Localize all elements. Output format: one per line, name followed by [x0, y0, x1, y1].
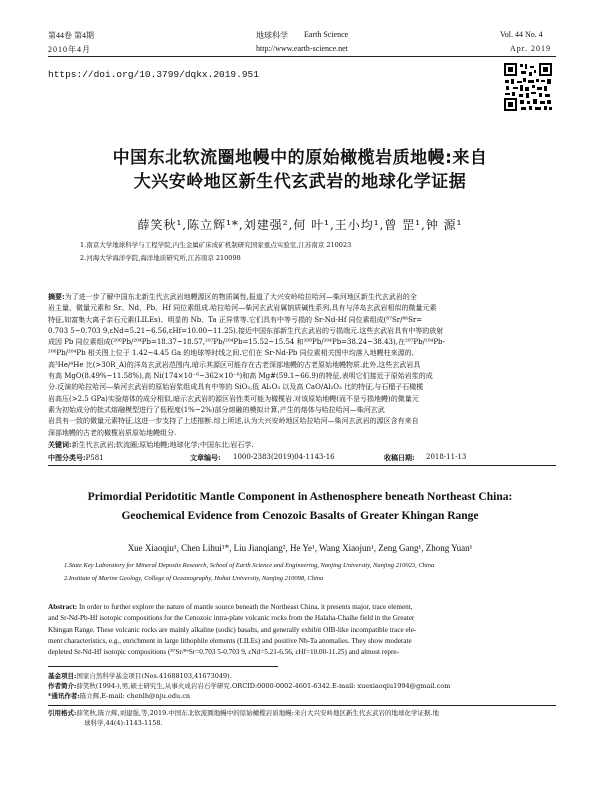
header-journal-cn: 地球科学: [256, 31, 288, 40]
header-vol-issue-en: Vol. 44 No. 4: [500, 30, 543, 39]
abstract-cn-label: 摘要:: [48, 292, 65, 301]
abstract-en-line: In order to further explore the nature of mantle source beneath the Northeast China, it presents major, trace element,: [78, 603, 413, 611]
abstract-cn-line: 特征,如富集大离子亲石元素(LILEs)、明显的 Nb、Ta 正异常等.它们具有中等亏损的 Sr-Nd-Hf 同位素组成(⁸⁷Sr/⁸⁶Sr=: [48, 315, 423, 324]
article-code-value: 1000-2383(2019)04-1143-16: [233, 453, 335, 461]
abstract-cn-line: 有高 MgO(8.49%~11.58%),高 Ni(174×10⁻⁶~362×10⁻⁶)和高 Mg#(59.1~66.9)的特征,表明它们接近于原始岩浆的成: [48, 372, 433, 381]
section-rule: [48, 465, 556, 466]
header-date-cn: 2010年4月: [48, 45, 91, 54]
abstract-cn: [48, 291, 556, 451]
abstract-cn-line: 0.703 5~0.703 9,εNd=5.21~6.56,εHf=10.00~11.25).接近中国东部新生代玄武岩的亏损端元.这些玄武岩具有中等的放射: [48, 326, 444, 335]
citation: [48, 708, 558, 728]
doi-link[interactable]: https://doi.org/10.3799/dqkx.2019.951: [48, 69, 259, 80]
affiliation-cn-1: 1.南京大学地球科学与工程学院,内生金属矿床成矿机制研究国家重点实验室,江苏南京 210023: [80, 241, 352, 249]
affiliation-cn-2: 2.河海大学海洋学院,海洋地质研究所,江苏南京 210098: [80, 254, 241, 262]
abstract-cn-line: 岩高压(>2.5 GPa)实验熔体的成分相似,暗示玄武岩的源区岩性类可能为橄榄岩.对该原始地幔(而不是亏损地幔)的微量元: [48, 394, 419, 403]
authors-cn: 薛笑秋¹,陈立辉¹*,刘建强²,何 叶¹,王小均¹,曾 罡¹,钟 源¹: [137, 218, 463, 232]
received-label: 收稿日期:: [384, 453, 415, 462]
keywords-cn-label: 关键词:: [48, 439, 72, 449]
abstract-cn-line: 高³He/⁴He 比(>30R_A)的洋岛玄武岩范围内,暗示其源区可能存在古老深部地幔的古老原始地幔物质.此外,这些玄武岩具: [48, 360, 421, 369]
classification-row: [48, 452, 556, 464]
abstract-cn-line: 深部地幔的古老的橄榄岩质原始地幔组分.: [48, 428, 177, 437]
abstract-en-label: Abstract:: [48, 603, 78, 611]
affiliation-en-1: 1.State Key Laboratory for Mineral Deposits Research, School of Earth Science and Engineering, Nanjing University, Nanjing 210023, China: [64, 562, 435, 569]
header-date-en: Apr. 2019: [510, 44, 551, 53]
abstract-cn-line: 岩主量、微量元素和 Sr、Nd、Pb、Hf 同位素组成.哈拉哈河—柴河玄武岩属钠质碱性系列,具有与洋岛玄武岩相似的微量元素: [48, 304, 437, 313]
citation-line2: 球科学,44(4):1143-1158.: [84, 719, 163, 727]
abstract-en: [48, 602, 556, 658]
abstract-en-line: Khingan Range. These volcanic rocks are mainly alkaline (sodic) basalts, and generally exhibit OIB-like incompatible trace ele-: [48, 625, 417, 634]
header-vol-issue-cn: 第44卷 第4期: [48, 31, 94, 40]
citation-rule: [48, 705, 556, 706]
abstract-cn-line: 岩具有一致的微量元素特征,这进一步支持了上述推断.综上所述,认为大兴安岭地区哈拉哈河—柴河玄武岩的源区含有来自: [48, 417, 419, 426]
fund-label: 基金项目:: [48, 672, 77, 680]
abstract-cn-line: 素为初始成分的批式熔融模型进行了低程度(1%~2%)部分熔融的模拟计算,产生的熔体与哈拉哈河—柴河玄武: [48, 405, 385, 414]
received-value: 2018-11-13: [426, 453, 467, 461]
abstract-en-line: depleted Sr-Nd-Hf isotopic compositions (⁸⁷Sr/⁸⁶Sr=0.703 5-0.703 9, εNd=5.21-6.56, εHf=10.00-11.25) and almost repre-: [48, 648, 399, 657]
affiliation-en-2: 2.Institute of Marine Geology, College of Oceanography, Hohai University, Nanjing 210098, China: [64, 575, 324, 582]
header-journal-en: Earth Science: [304, 30, 349, 39]
footnotes: [48, 671, 558, 701]
citation-label: 引用格式:: [48, 709, 77, 717]
corresponding-text: 陈立辉,E-mail: chenlh@nju.edu.cn: [79, 692, 191, 700]
abstract-cn-line: 分.反演的哈拉哈河—柴河玄武岩的原始岩浆组成具有中等的 SiO₂,低 Al₂O₃ 以及高 CaO/Al₂O₃ 比的特征,与石榴子石橄榄: [48, 383, 424, 392]
author-bio-label: 作者简介:: [48, 682, 77, 690]
title-cn-line1: 中国东北软流圈地幔中的原始橄榄岩质地幔:来自: [112, 148, 488, 168]
header-url[interactable]: http://www.earth-science.net: [256, 44, 348, 53]
corresponding-label: *通讯作者:: [48, 692, 80, 700]
title-en-line2: Geochemical Evidence from Cenozoic Basalts of Greater Khingan Range: [121, 510, 479, 522]
qr-code-icon: [503, 62, 553, 112]
authors-en: Xue Xiaoqiu¹, Chen Lihui¹*, Liu Jianqiang², He Ye¹, Wang Xiaojun¹, Zeng Gang¹, Zhong Yuan¹: [127, 543, 473, 553]
abstract-cn-line: 成因 Pb 同位素组成(²⁰⁶Pb/²⁰⁴Pb=18.37~18.57,²⁰⁷Pb/²⁰⁴Pb=15.52~15.54 和²⁰⁸Pb/²⁰⁴Pb=38.24~38.43),在²⁰⁷Pb/²⁰⁴Pb-: [48, 338, 445, 347]
citation-line1: 薛笑秋,陈立辉,刘建强,等,2019.中国东北软流圈地幔中的原始橄榄岩质地幔:来自大兴安岭地区新生代玄武岩的地球化学证据.地: [76, 709, 440, 717]
abstract-en-line: ment characteristics, e.g., enrichment in large lithophile elements (LILEs) and positive Nb-Ta anomalies. They show moderate: [48, 636, 412, 645]
keywords-cn: 新生代玄武岩;软流圈;原始地幔;地球化学;中国东北;岩石学.: [71, 440, 254, 449]
clc-value: P581: [85, 454, 104, 462]
clc-label: 中图分类号:: [48, 453, 86, 462]
fund-text: 国家自然科学基金项目(Nos.41688103,41673049).: [76, 672, 232, 680]
abstract-en-line: and Sr-Nd-Pb-Hf isotopic compositions for the Cenozoic intra-plate volcanic rocks from the Halaha-Chaihe field in the Greater: [48, 614, 415, 623]
footnote-rule: [48, 666, 278, 667]
article-code-label: 文章编号:: [190, 453, 221, 462]
title-cn-line2: 大兴安岭地区新生代玄武岩的地球化学证据: [133, 172, 467, 192]
abstract-cn-line: 为了进一步了解中国东北新生代玄武岩地幔源区的物质属性,报道了大兴安岭哈拉哈河—柴河地区新生代玄武岩的全: [64, 293, 417, 301]
title-en-line1: Primordial Peridotitic Mantle Component in Asthenosphere beneath Northeast China:: [87, 491, 513, 503]
abstract-cn-line: ²⁰⁶Pb/²⁰⁴Pb 相关图上位于 1.42~4.45 Ga 的地球等时线之间.它们在 Sr-Nd-Pb 同位素相关图中均落入地幔柱来源的,: [48, 349, 414, 358]
header-rule: [48, 56, 556, 57]
author-bio-text: 薛笑秋(1994-),男,硕士研究生,从事火成岩岩石学研究.ORCID:0000-0002-4601-6342.E-mail: xuexiaoqiu1994@gmail.com: [76, 682, 451, 690]
